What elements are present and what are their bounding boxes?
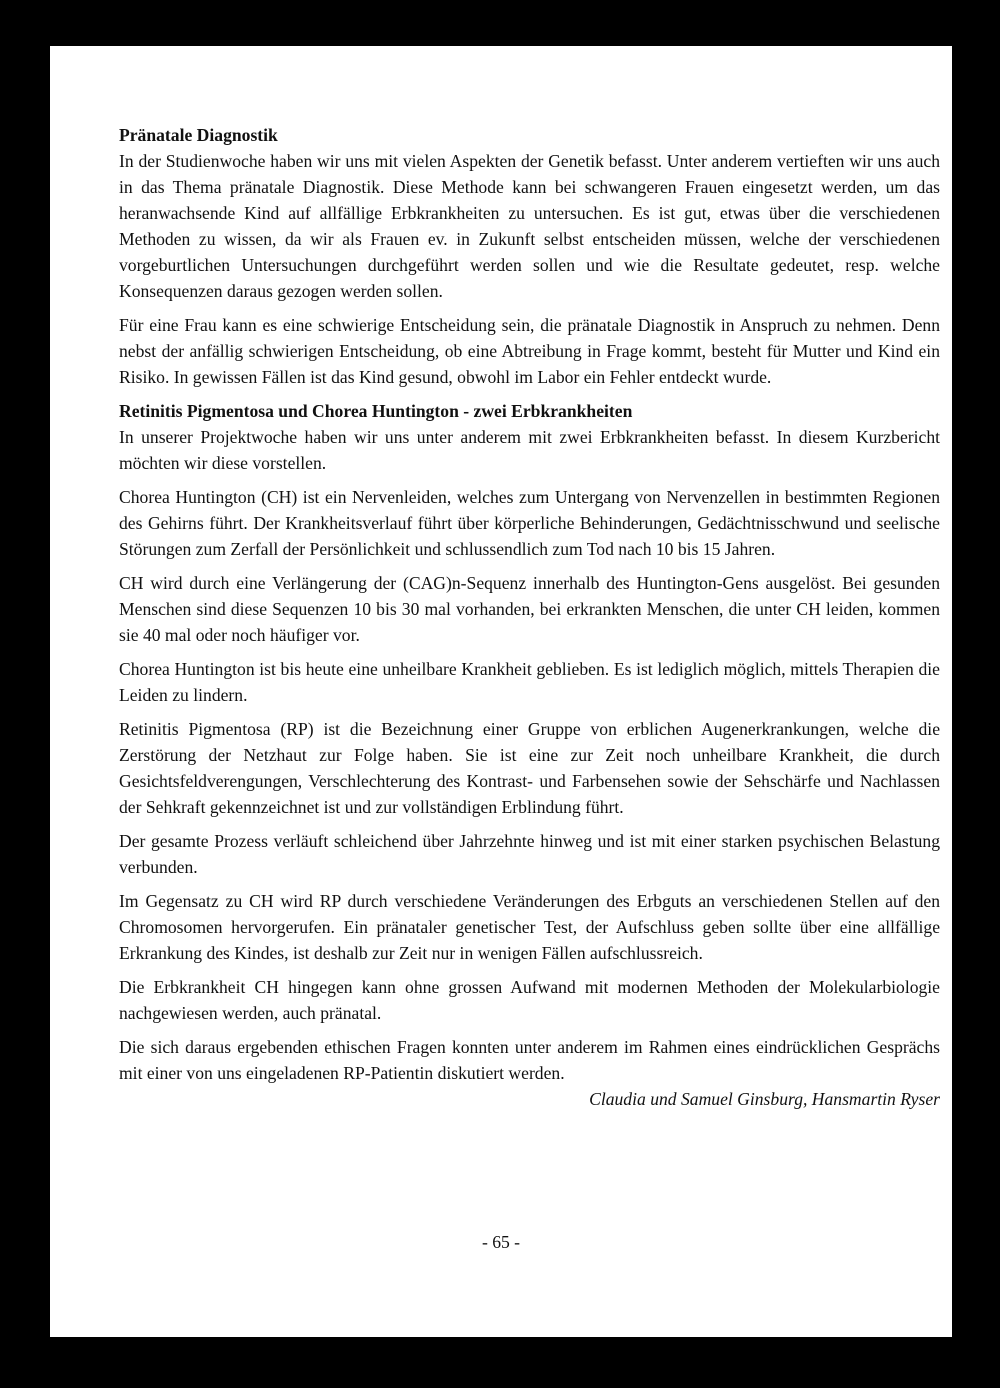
page-number: - 65 - (481, 1232, 521, 1252)
document-body (119, 122, 940, 1112)
section-heading-praenatale-diagnostik: Pränatale Diagnostik (119, 125, 278, 145)
paragraph: In der Studienwoche haben wir uns mit vielen Aspekten der Genetik befasst. Unter anderem vertieften wir uns auch in das Thema pränatale Diagnostik. Diese Methode kann bei schwangeren Frauen eingesetzt werden, um das heranwachsende Kind auf allfällige Erbkrankheiten zu untersuchen. Es ist gut, etwas über die verschiedenen Methoden zu wissen, da wir als Frauen ev. in Zukunft selbst entscheiden müssen, welche der verschiedenen vorgeburtlichen Untersuchungen durchgeführt werden sollen und wie die Resultate gedeutet, resp. welche Konsequenzen daraus gezogen werden sollen. (119, 151, 940, 301)
paragraph: Im Gegensatz zu CH wird RP durch verschiedene Veränderungen des Erbguts an verschiedenen Stellen auf den Chromosomen hervorgerufen. Ein pränataler genetischer Test, der Aufschluss geben sollte über eine allfällige Erkrankung des Kindes, ist deshalb zur Zeit nur in wenigen Fällen aufschlussreich. (119, 891, 940, 963)
paragraph: Für eine Frau kann es eine schwierige Entscheidung sein, die pränatale Diagnostik in Anspruch zu nehmen. Denn nebst der anfällig schwierigen Entscheidung, ob eine Abtreibung in Frage kommt, besteht für Mutter und Kind ein Risiko. In gewissen Fällen ist das Kind gesund, obwohl im Labor ein Fehler entdeckt wurde. (119, 315, 940, 387)
document-page (50, 46, 952, 1337)
paragraph: Die Erbkrankheit CH hingegen kann ohne grossen Aufwand mit modernen Methoden der Molekularbiologie nachgewiesen werden, auch pränatal. (119, 977, 940, 1023)
paragraph: Chorea Huntington (CH) ist ein Nervenleiden, welches zum Untergang von Nervenzellen in bestimmten Regionen des Gehirns führt. Der Krankheitsverlauf führt über körperliche Behinderungen, Gedächtnisschwund und seelische Störungen zum Zerfall der Persönlichkeit und schlussendlich zum Tod nach 10 bis 15 Jahren. (119, 487, 940, 559)
paragraph: Der gesamte Prozess verläuft schleichend über Jahrzehnte hinweg und ist mit einer starken psychischen Belastung verbunden. (119, 831, 940, 877)
paragraph: Retinitis Pigmentosa (RP) ist die Bezeichnung einer Gruppe von erblichen Augenerkrankungen, welche die Zerstörung der Netzhaut zur Folge haben. Sie ist eine zur Zeit noch unheilbare Krankheit, die durch Gesichtsfeldverengungen, Verschlechterung des Kontrast- und Farbensehen sowie der Sehschärfe und Nachlassen der Sehkraft gekennzeichnet ist und zur vollständigen Erblindung führt. (119, 719, 940, 817)
section-heading-erbkrankheiten: Retinitis Pigmentosa und Chorea Huntington - zwei Erbkrankheiten (119, 401, 633, 421)
paragraph: In unserer Projektwoche haben wir uns unter anderem mit zwei Erbkrankheiten befasst. In diesem Kurzbericht möchten wir diese vorstellen. (119, 427, 940, 473)
paragraph: Chorea Huntington ist bis heute eine unheilbare Krankheit geblieben. Es ist lediglich möglich, mittels Therapien die Leiden zu lindern. (119, 659, 940, 705)
authors-signature: Claudia und Samuel Ginsburg, Hansmartin Ryser (589, 1089, 940, 1109)
paragraph: Die sich daraus ergebenden ethischen Fragen konnten unter anderem im Rahmen eines eindrücklichen Gesprächs mit einer von uns eingeladenen RP-Patientin diskutiert werden. (119, 1037, 940, 1083)
paragraph: CH wird durch eine Verlängerung der (CAG)n-Sequenz innerhalb des Huntington-Gens ausgelöst. Bei gesunden Menschen sind diese Sequenzen 10 bis 30 mal vorhanden, bei erkrankten Menschen, die unter CH leiden, kommen sie 40 mal oder noch häufiger vor. (119, 573, 940, 645)
